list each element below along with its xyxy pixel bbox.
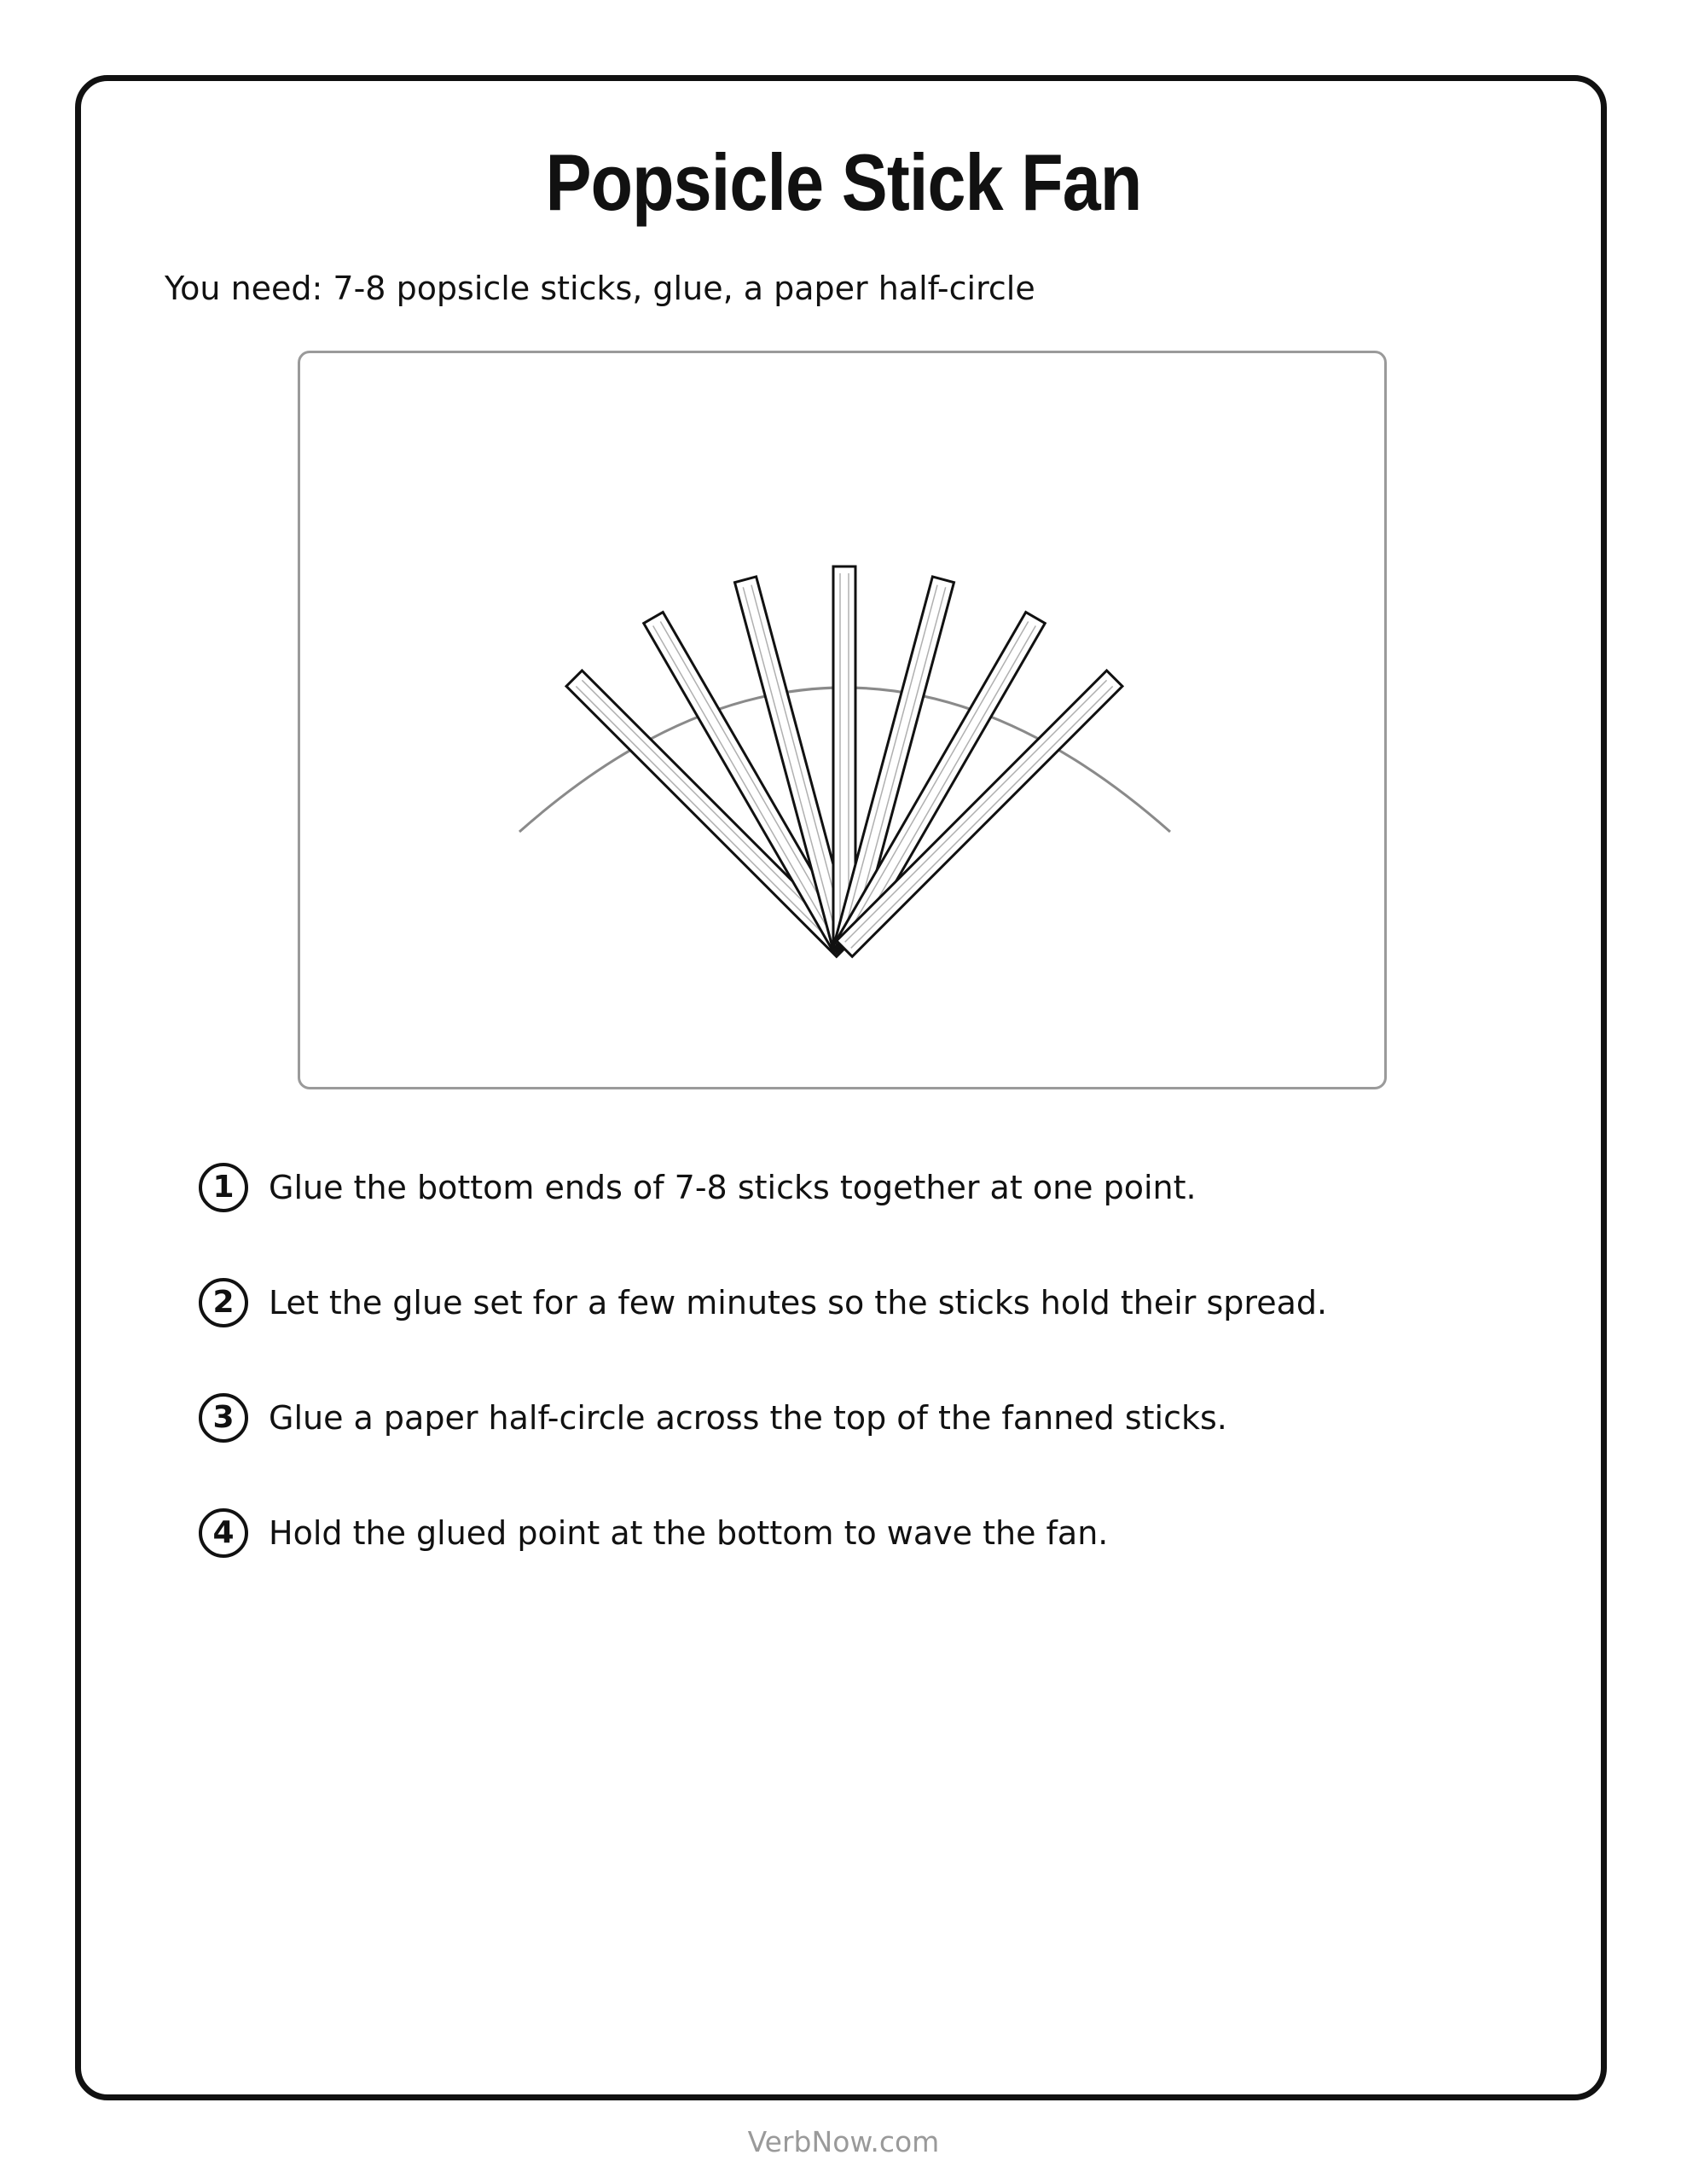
step-number-badge: 1: [199, 1163, 248, 1212]
step-text: Let the glue set for a few minutes so the sticks hold their spread.: [269, 1283, 1328, 1321]
step-number-badge: 2: [199, 1278, 248, 1327]
fan-illustration-panel: [298, 351, 1387, 1089]
steps-list: [199, 1157, 1327, 1618]
step-text: Glue the bottom ends of 7-8 sticks together at one point.: [269, 1168, 1197, 1206]
step-item: [199, 1272, 1327, 1333]
step-number-badge: 4: [199, 1508, 248, 1558]
popsicle-sticks: [566, 566, 1122, 956]
step-item: [199, 1502, 1327, 1563]
supplies-list: You need: 7-8 popsicle sticks, glue, a paper half-circle: [165, 270, 1035, 307]
fan-illustration: [300, 353, 1389, 1092]
step-number-badge: 3: [199, 1393, 248, 1443]
worksheet-title: Popsicle Stick Fan: [545, 137, 1142, 227]
step-item: [199, 1157, 1327, 1217]
step-text: Hold the glued point at the bottom to wave the fan.: [269, 1513, 1109, 1552]
footer-site-credit: VerbNow.com: [747, 2125, 940, 2158]
step-text: Glue a paper half-circle across the top of the fanned sticks.: [269, 1398, 1227, 1437]
step-item: [199, 1387, 1327, 1448]
